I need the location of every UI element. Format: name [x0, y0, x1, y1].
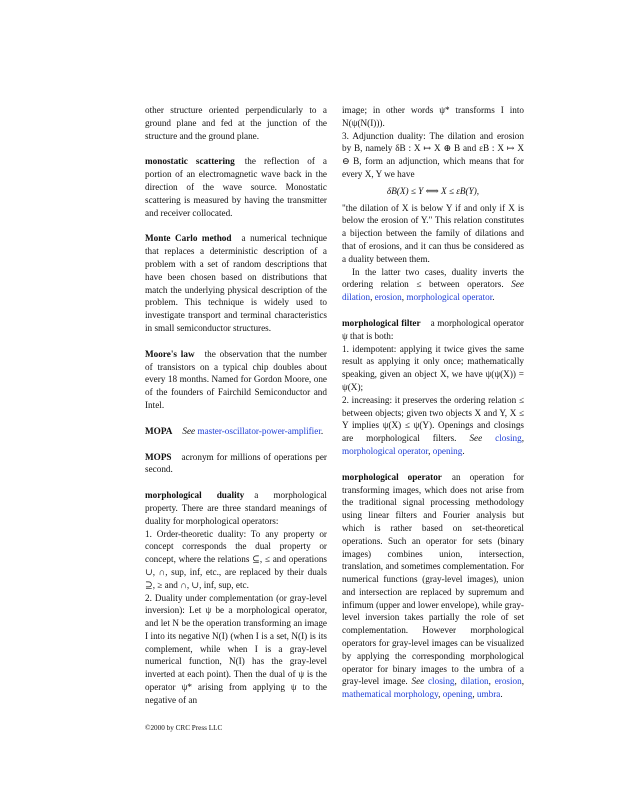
- link-opening[interactable]: opening: [442, 689, 473, 700]
- entry-morphological-operator: morphological operator an operation for transforming images, which does not arise from the traditional signal processing methodology using linear filters and Fourier analysis but which is rather based on set-theoretical operations. Such an operator for sets (binary images) combines union, intersection, translation, and sometimes complementation. For numerical functions (gray-level images), union and intersection are replaced by supremum and infimum (upper and lower envelope), while gray-level inversion takes partially the role of set complementation. However morphological operators for gray-level images can be visualized by applying the corresponding morphological operator for binary images to the umbra of a gray-level image. See closing, dilation, erosion, mathematical morphology, opening, umbra.: [342, 471, 525, 700]
- link-erosion[interactable]: erosion: [374, 292, 402, 303]
- term-morphological-operator: morphological operator: [342, 471, 442, 482]
- term-moores-law: Moore's law: [145, 348, 195, 359]
- link-erosion[interactable]: erosion: [494, 676, 522, 687]
- entry-morphological-duality: [145, 489, 327, 707]
- entry-continuation: [145, 104, 327, 142]
- copyright-footer: ©2000 by CRC Press LLC: [145, 724, 223, 732]
- link-dilation[interactable]: dilation: [342, 292, 371, 303]
- entry-mopa: [145, 425, 327, 438]
- see-label: See: [511, 279, 524, 290]
- term-morphological-filter: morphological filter: [342, 317, 421, 328]
- entry-monte-carlo: [145, 232, 327, 334]
- duality-point-1: 1. Order-theoretic duality: To any property or concept corresponds the dual property or concept, where the relations ⊆, ≤ and operations ∪, ∩, sup, inf, etc., are replaced by their duals ⊇, ≥ and ∩, ∪, inf, sup, etc.: [145, 528, 327, 590]
- punctuation: .: [320, 425, 324, 436]
- link-mathematical-morphology[interactable]: mathematical morphology: [342, 689, 439, 700]
- duality-summary: In the latter two cases, duality inverts the ordering relation ≤ between operators. See dilation, erosion, morphological operator.: [342, 266, 524, 303]
- duality-point-2: 2. Duality under complementation (or gray-level inversion): Let ψ be a morphological operator, and let N be the operation transforming an image I into its negative N(I) (when I is a set, N(I) is its complement, while when I is a gray-level numerical function, N(I) has the gray-level inverted at each point). Then the dual of ψ is the operator ψ* arising from applying ψ to the negative of an: [145, 592, 327, 705]
- entry-mops: [145, 451, 327, 477]
- continued-text: image; in other words ψ* transforms I into N(ψ(N(I))).: [342, 105, 524, 128]
- definition: a numerical technique that replaces a deterministic description of a problem with a set of random descriptions that have been chosen based on distributions that match the underlying physical description of the problem. This technique is widely used to investigate transport and terminal characteristics in small semiconductor structures.: [145, 233, 327, 333]
- duality-explanation: "the dilation of X is below Y if and only if X is below the erosion of Y." This relation constitutes a bijection between the family of dilations and that of erosions, and it can thus be considered as a duality between them.: [342, 202, 524, 264]
- see-label: See: [469, 433, 483, 444]
- entry-monostatic-scattering: [145, 155, 327, 219]
- left-column: [145, 104, 327, 720]
- term-morphological-duality: morphological duality: [145, 490, 245, 501]
- summary-text: In the latter two cases, duality inverts the ordering relation ≤ between operators.: [342, 266, 524, 290]
- definition: the observation that the number of transistors on a typical chip doubles about every 18 months. Named for Gordon Moore, one of the founders of Fairchild Semiconductor and Intel.: [145, 348, 327, 410]
- definition: a morphological operator ψ that is both:: [342, 317, 524, 341]
- filter-point-1: 1. idempotent: applying it twice gives the same result as applying it only once; mathematically speaking, given an object X, we have ψ(ψ(X)) = ψ(X);: [342, 343, 524, 392]
- definition: an operation for transforming images, which does not arise from the traditional signal processing methodology using linear filters and Fourier analysis but which is rather based on set-theoretical operations. Such an operator for sets (binary images) combines union, intersection, translation, and sometimes complementation. For numerical functions (gray-level images), union and intersection are replaced by supremum and infimum (upper and lower envelope), while gray-level inversion takes partially the role of set complementation. However morphological operators for gray-level images can be visualized by applying the corresponding morphological operator for binary images to the umbra of a gray-level image.: [342, 471, 524, 687]
- definition: the reflection of a portion of an electromagnetic wave back in the direction of the wave source. Monostatic scattering is measured by having the transmitter and receiver collocated.: [145, 156, 327, 218]
- link-umbra[interactable]: umbra: [476, 689, 501, 700]
- link-morphological-operator[interactable]: morphological operator: [406, 292, 493, 303]
- link-opening[interactable]: opening: [432, 445, 463, 456]
- link-closing[interactable]: closing: [495, 433, 522, 444]
- duality-point-3: 3. Adjunction duality: The dilation and erosion by B, namely δB : X ↦ X ⊕ B and εB : X ↦ X ⊖ B, form an adjunction, which means that for every X, Y we have: [342, 130, 524, 179]
- term-mops: MOPS: [145, 451, 172, 462]
- term-monte-carlo: Monte Carlo method: [145, 233, 232, 244]
- adjunction-formula: δB(X) ≤ Y ⟺ X ≤ εB(Y),: [386, 185, 480, 196]
- continued-text: other structure oriented perpendicularly to a ground plane and fed at the junction of the structure and the ground plane.: [145, 105, 327, 141]
- definition: acronym for millions of operations per second.: [145, 451, 327, 475]
- right-column: [342, 104, 524, 714]
- link-master-oscillator-power-amplifier[interactable]: master-oscillator-power-amplifier: [197, 425, 321, 436]
- see-label: See: [182, 425, 196, 436]
- term-monostatic-scattering: monostatic scattering: [145, 156, 235, 167]
- entry-morphological-filter: morphological filter a morphological operator ψ that is both: 1. idempotent: applying it twice gives the same result as applying it only once; mathematically speaking, given an object X, we have ψ(ψ(X)) = ψ(X); 2. increasing: it preserves the ordering relation ≤ between objects; given two objects X and Y, X ≤ Y implies ψ(X) ≤ ψ(Y). Openings and closings are morphological filters. See closing, morphological operator, opening.: [342, 317, 524, 456]
- see-label: See: [411, 676, 425, 687]
- link-dilation[interactable]: dilation: [460, 676, 489, 687]
- link-closing[interactable]: closing: [427, 676, 455, 687]
- definition: a morphological property. There are three standard meanings of duality for morphological operators:: [145, 490, 327, 526]
- link-morphological-operator[interactable]: morphological operator: [342, 445, 429, 456]
- filter-point-2: 2. increasing: it preserves the ordering relation ≤ between objects; given two objects X and Y, X ≤ Y implies ψ(X) ≤ ψ(Y). Openings and closings are morphological filters.: [342, 394, 524, 444]
- term-mopa: MOPA: [145, 425, 173, 436]
- entry-moores-law: [145, 348, 327, 412]
